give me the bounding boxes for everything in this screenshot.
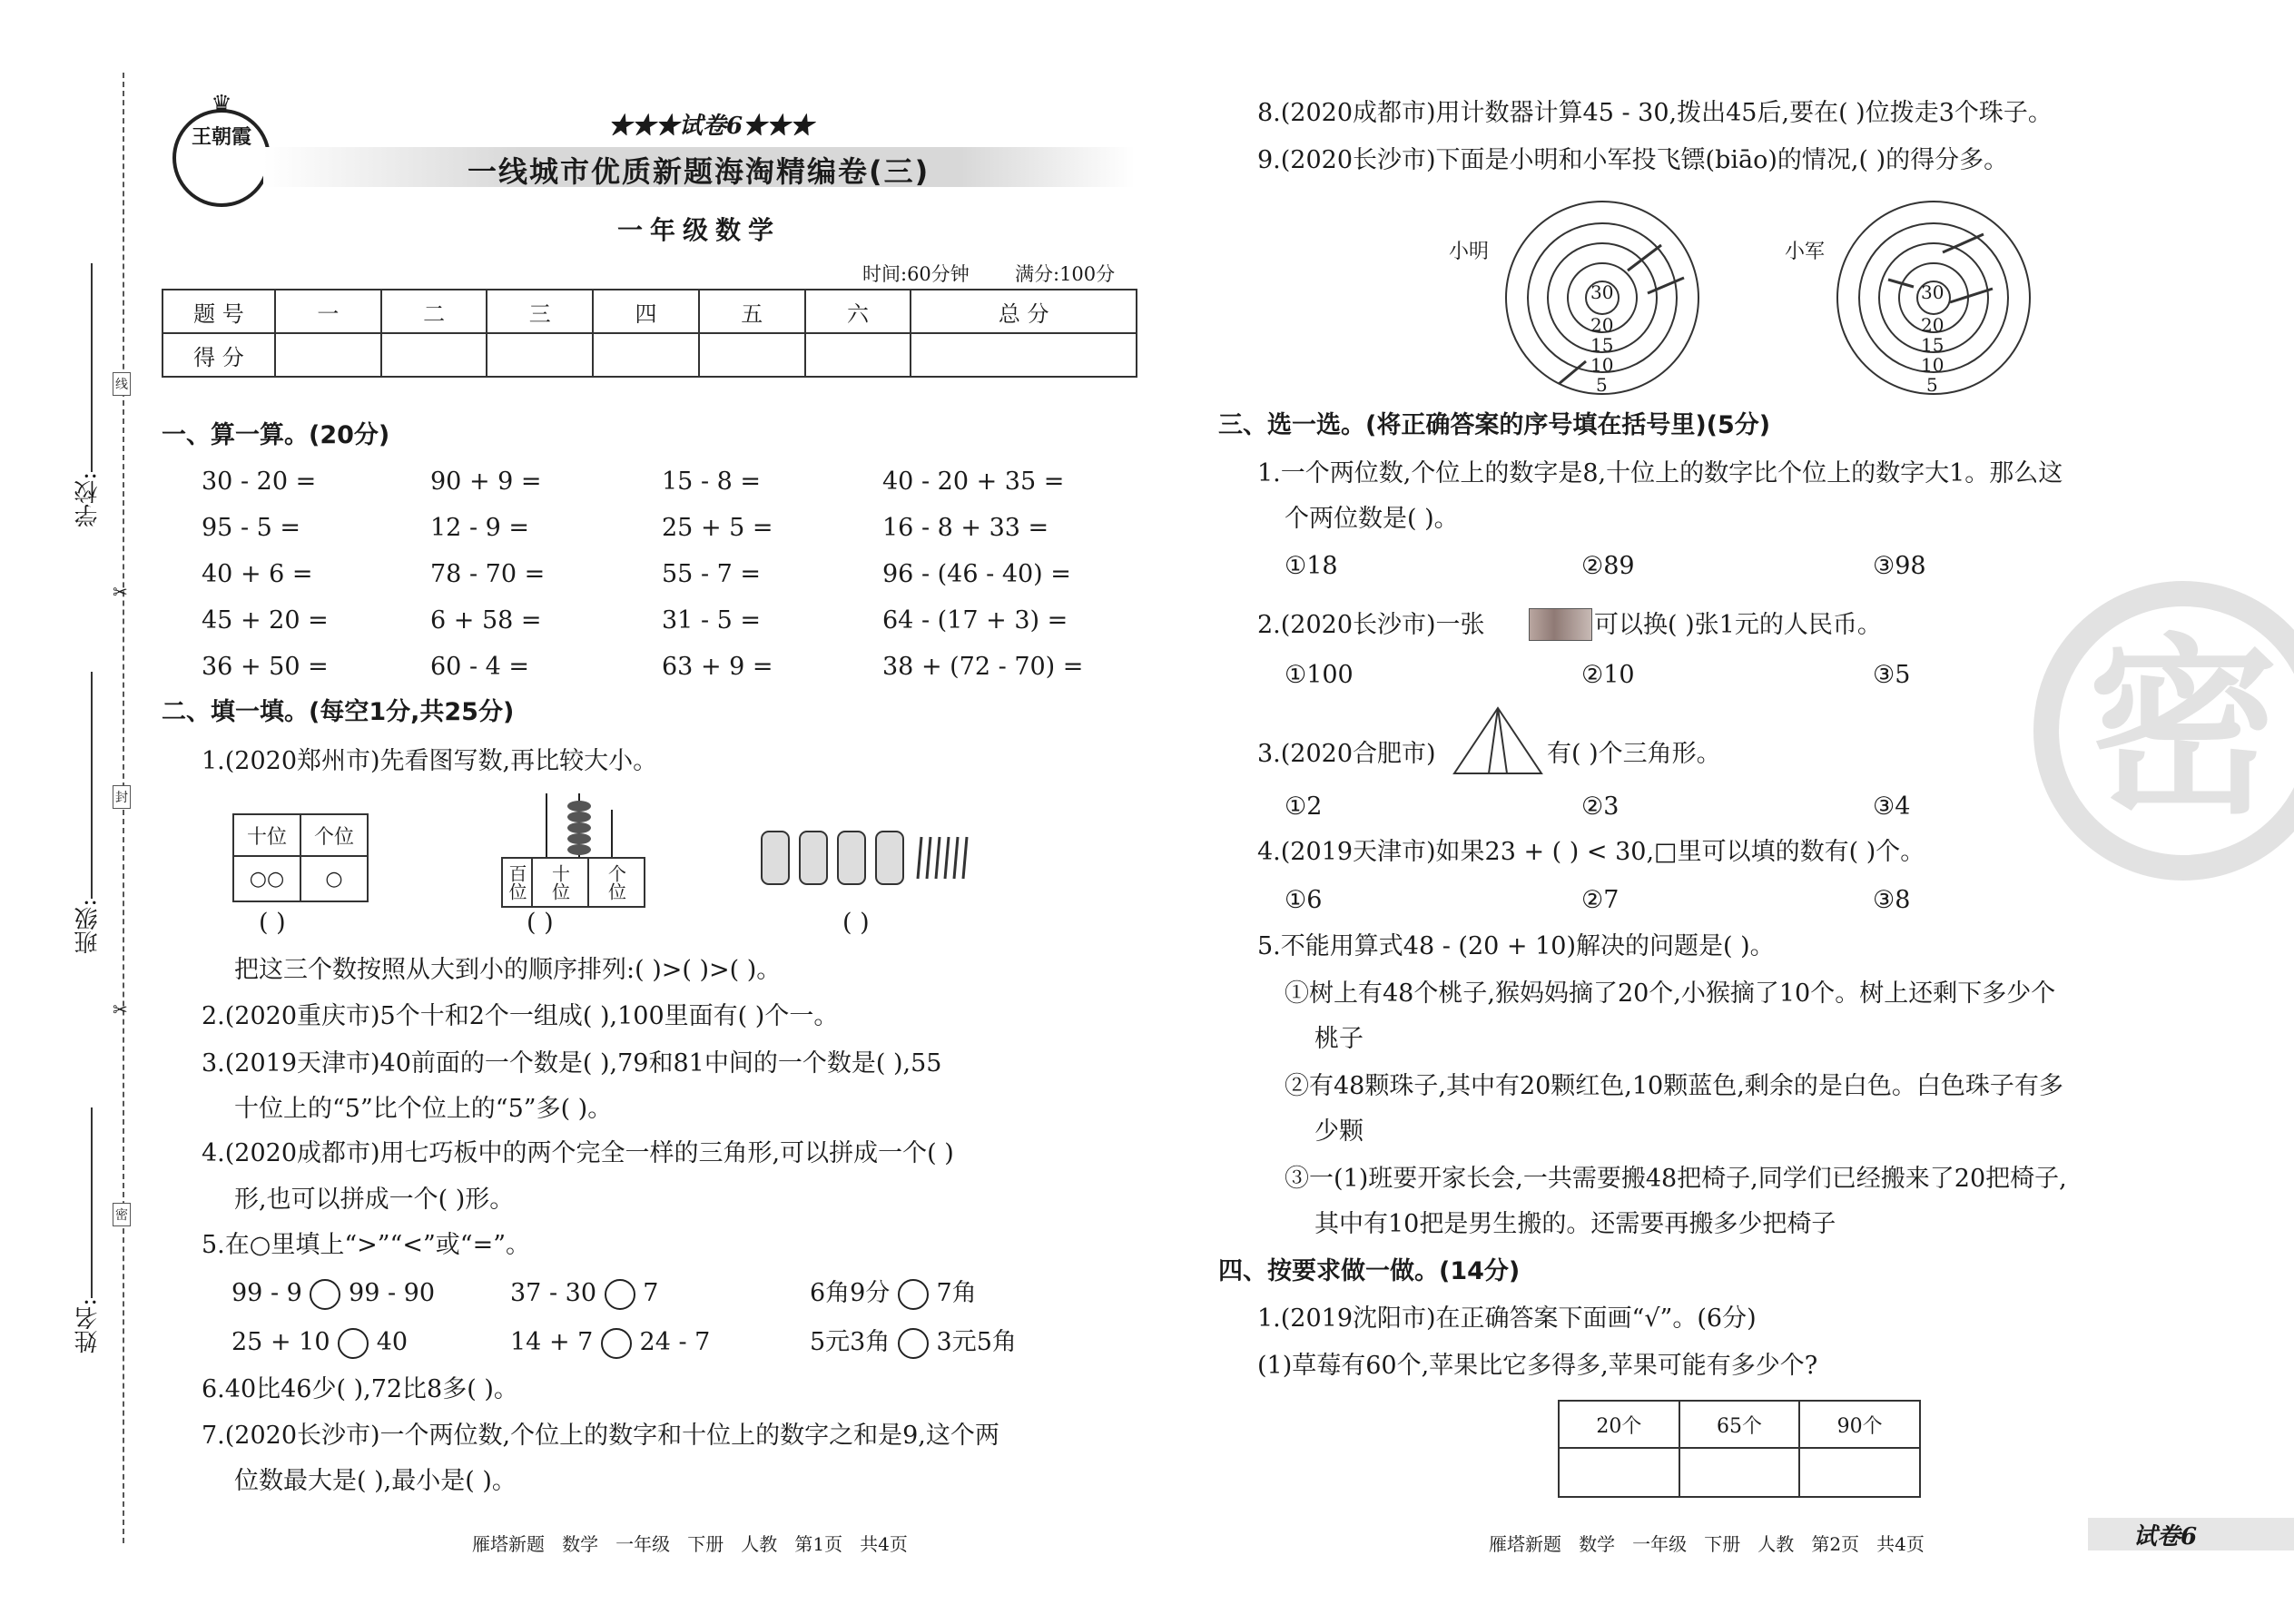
- school-underline: [91, 263, 93, 472]
- option[interactable]: ②3: [1581, 792, 1620, 821]
- ring-label: 5: [1596, 374, 1608, 396]
- ring-label: 5: [1926, 374, 1938, 396]
- compare-circle[interactable]: [898, 1279, 929, 1310]
- calc-item: 60 - 4 =: [430, 653, 530, 681]
- q2-7-text-a: 7.(2020长沙市)一个两位数,个位上的数字和十位上的数字之和是9,这个两: [202, 1422, 999, 1450]
- score-cell[interactable]: [487, 333, 593, 377]
- q2-6-text: 6.40比46少( ),72比8多( )。: [202, 1375, 518, 1403]
- q3-5-option3-b: 其中有10把是男生搬的。还需要再搬多少把椅子: [1314, 1210, 1836, 1238]
- score-col-1: 一: [275, 290, 381, 333]
- exam-label-text: 试卷6: [679, 113, 743, 140]
- score-col-4: 四: [593, 290, 699, 333]
- q2-1-text: 1.(2020郑州市)先看图写数,再比较大小。: [202, 747, 658, 775]
- apple-option-90: 90个: [1799, 1401, 1920, 1448]
- name-underline: [91, 1107, 93, 1298]
- q3-3-text-post: 有( )个三角形。: [1547, 740, 1721, 768]
- page-footer-left: 雁塔新题 数学 一年级 下册 人教 第1页 共4页: [472, 1533, 908, 1555]
- pv-tens-header: 十位: [233, 814, 300, 856]
- compare-right: 24 - 7: [639, 1328, 711, 1356]
- calc-item: 55 - 7 =: [662, 560, 762, 588]
- q3-1-text-b: 个两位数是( )。: [1285, 505, 1459, 533]
- compare-item: [510, 1278, 658, 1310]
- score-row-label: 得 分: [162, 333, 275, 377]
- section1-heading: 一、算一算。(20分): [162, 421, 390, 449]
- q4-1-1-text: (1)草莓有60个,苹果比它多得多,苹果可能有多少个?: [1257, 1352, 1818, 1380]
- school-label: 学校:: [74, 472, 102, 527]
- option[interactable]: ②89: [1581, 552, 1635, 580]
- pv-tens-beads: ○○: [233, 856, 300, 901]
- place-value-table: [232, 813, 369, 902]
- option[interactable]: ②7: [1581, 886, 1620, 914]
- ring-label: 10: [1921, 354, 1944, 376]
- compare-left: 6角9分: [810, 1279, 891, 1307]
- calc-item: 40 - 20 + 35 =: [882, 468, 1065, 496]
- section4-heading: 四、按要求做一做。(14分): [1218, 1257, 1521, 1285]
- answer-blank[interactable]: ( ): [259, 909, 286, 937]
- abacus-ones: 个位: [588, 858, 645, 907]
- triangle-figure: [1451, 704, 1546, 777]
- calc-row: [202, 652, 1083, 698]
- score-col-total: 总 分: [911, 290, 1137, 333]
- check-cell[interactable]: [1559, 1448, 1679, 1497]
- calc-item: 15 - 8 =: [662, 468, 762, 496]
- option[interactable]: ①18: [1285, 552, 1338, 580]
- score-cell[interactable]: [911, 333, 1137, 377]
- subject-title: 一年级数学: [617, 215, 782, 245]
- option[interactable]: ③8: [1873, 886, 1911, 914]
- seal-secret-mark: 密: [113, 1203, 131, 1226]
- compare-circle[interactable]: [898, 1328, 929, 1359]
- watermark-seal: 密: [2033, 581, 2294, 881]
- calc-item: 63 + 9 =: [662, 653, 773, 681]
- score-col-5: 五: [699, 290, 805, 333]
- abacus-hundreds: 百位: [502, 858, 532, 907]
- calc-grid: [202, 467, 1083, 698]
- seal-line-mark: 线: [113, 372, 131, 396]
- q2-2-text: 2.(2020重庆市)5个十和2个一组成( ),100里面有( )个一。: [202, 1002, 839, 1030]
- q3-3-text-pre: 3.(2020合肥市): [1257, 740, 1436, 768]
- calc-row: [202, 605, 1083, 652]
- q2-5-text: 5.在○里填上“>”“<”或“=”。: [202, 1231, 531, 1259]
- compare-item: [810, 1327, 1017, 1359]
- compare-right: 7角: [936, 1279, 977, 1307]
- q3-4-text: 4.(2019天津市)如果23 + ( ) < 30,□里可以填的数有( )个。: [1257, 838, 1925, 866]
- apple-option-65: 65个: [1679, 1401, 1800, 1448]
- page-footer-right: 雁塔新题 数学 一年级 下册 人教 第2页 共4页: [1489, 1533, 1925, 1555]
- q2-1-order: 把这三个数按照从大到小的顺序排列:( )>( )>( )。: [234, 956, 782, 984]
- exam-title: 一线城市优质新题海淘精编卷(三): [468, 154, 930, 189]
- footer-tag: 试卷6: [2133, 1523, 2198, 1550]
- option[interactable]: ②10: [1581, 661, 1635, 689]
- q3-2-text-post: 可以换( )张1元的人民币。: [1594, 611, 1882, 639]
- score-cell[interactable]: [805, 333, 911, 377]
- compare-right: 40: [376, 1328, 409, 1356]
- compare-right: 99 - 90: [349, 1279, 436, 1307]
- q3-5-option2-b: 少颗: [1314, 1117, 1364, 1146]
- q2-8-text: 8.(2020成都市)用计数器计算45 - 30,拨出45后,要在( )位拨走3个珠子。: [1257, 99, 2053, 127]
- option[interactable]: ①2: [1285, 792, 1323, 821]
- q3-5-option3-a[interactable]: ③一(1)班要开家长会,一共需要搬48把椅子,同学们已经搬来了20把椅子,: [1285, 1165, 2067, 1193]
- check-cell[interactable]: [1679, 1448, 1800, 1497]
- score-cell[interactable]: [275, 333, 381, 377]
- compare-left: 37 - 30: [510, 1279, 597, 1307]
- stick-bundles-figure: [758, 826, 1003, 890]
- name-label: 姓名:: [74, 1298, 102, 1353]
- seal-seal-mark: 封: [113, 785, 131, 809]
- ring-label: 30: [1590, 281, 1614, 303]
- calc-item: 31 - 5 =: [662, 606, 762, 635]
- calc-item: 6 + 58 =: [430, 606, 542, 635]
- compare-left: 25 + 10: [231, 1328, 330, 1356]
- calc-item: 38 + (72 - 70) =: [882, 653, 1084, 681]
- option[interactable]: ③5: [1873, 661, 1911, 689]
- ring-label: 15: [1590, 334, 1614, 356]
- calc-row: [202, 559, 1083, 605]
- q3-5-option1-a[interactable]: ①树上有48个桃子,猴妈妈摘了20个,小猴摘了10个。树上还剩下多少个: [1285, 979, 2056, 1008]
- score-cell[interactable]: [699, 333, 805, 377]
- score-col-6: 六: [805, 290, 911, 333]
- q3-5-option2-a[interactable]: ②有48颗珠子,其中有20颗红色,10颗蓝色,剩余的是白色。白色珠子有多: [1285, 1072, 2063, 1100]
- ring-label: 20: [1921, 314, 1944, 336]
- compare-right: 7: [643, 1279, 659, 1307]
- calc-item: 36 + 50 =: [202, 653, 329, 681]
- check-cell[interactable]: [1799, 1448, 1920, 1497]
- score-col-label: 题 号: [162, 290, 275, 333]
- calc-item: 25 + 5 =: [662, 514, 773, 542]
- banknote-image: [1529, 608, 1592, 641]
- exam-label: ★★★试卷6★★★: [608, 113, 814, 140]
- calc-item: 12 - 9 =: [430, 514, 530, 542]
- calc-row: [202, 513, 1083, 559]
- dart-target-name: 小军: [1785, 241, 1826, 263]
- section2-heading: 二、填一填。(每空1分,共25分): [162, 698, 515, 726]
- compare-left: 14 + 7: [510, 1328, 594, 1356]
- calc-item: 45 + 20 =: [202, 606, 329, 635]
- apple-options-table: [1558, 1400, 1921, 1498]
- q2-3-text-b: 十位上的“5”比个位上的“5”多( )。: [234, 1095, 613, 1123]
- abacus-place-table: [501, 857, 645, 908]
- class-underline: [91, 672, 93, 899]
- q2-9-text: 9.(2020长沙市)下面是小明和小军投飞镖(biāo)的情况,( )的得分多。: [1257, 146, 2009, 174]
- calc-item: 40 + 6 =: [202, 560, 313, 588]
- compare-circle[interactable]: [338, 1328, 369, 1359]
- q4-1-text: 1.(2019沈阳市)在正确答案下面画“√”。(6分): [1257, 1304, 1757, 1333]
- compare-item: [231, 1278, 435, 1310]
- calc-item: 78 - 70 =: [430, 560, 546, 588]
- ring-label: 20: [1590, 314, 1614, 336]
- calc-item: 30 - 20 =: [202, 468, 317, 496]
- pv-ones-beads: ○: [300, 856, 368, 901]
- score-cell[interactable]: [381, 333, 487, 377]
- logo-text: 王朝霞: [191, 125, 251, 149]
- ring-label: 15: [1921, 334, 1944, 356]
- apple-option-20: 20个: [1559, 1401, 1679, 1448]
- ring-label: 10: [1590, 354, 1614, 376]
- time-info: 时间:60分钟: [862, 263, 970, 285]
- compare-item: [510, 1327, 710, 1359]
- q3-1-text-a: 1.一个两位数,个位上的数字是8,十位上的数字比个位上的数字大1。那么这: [1257, 459, 2063, 487]
- full-score-info: 满分:100分: [1015, 263, 1116, 285]
- compare-item: [810, 1278, 977, 1310]
- pv-ones-header: 个位: [300, 814, 368, 856]
- q2-7-text-b: 位数最大是( ),最小是( )。: [234, 1467, 517, 1495]
- q3-5-option1-b: 桃子: [1314, 1025, 1364, 1053]
- compare-circle[interactable]: [310, 1279, 340, 1310]
- compare-left: 5元3角: [810, 1328, 891, 1356]
- compare-left: 99 - 9: [231, 1279, 302, 1307]
- calc-row: [202, 467, 1083, 513]
- ring-label: 30: [1921, 281, 1944, 303]
- q3-5-text: 5.不能用算式48 - (20 + 10)解决的问题是( )。: [1257, 932, 1775, 960]
- option[interactable]: ③4: [1873, 792, 1911, 821]
- score-col-3: 三: [487, 290, 593, 333]
- logo: [172, 91, 271, 207]
- calc-item: 16 - 8 + 33 =: [882, 514, 1049, 542]
- calc-item: 90 + 9 =: [430, 468, 542, 496]
- scissors-icon: ✂: [113, 999, 128, 1020]
- q2-4-text-b: 形,也可以拼成一个( )形。: [234, 1186, 515, 1214]
- option[interactable]: ①100: [1285, 661, 1354, 689]
- abacus-tens: 十位: [532, 858, 588, 907]
- compare-item: [231, 1327, 408, 1359]
- compare-circle[interactable]: [601, 1328, 632, 1359]
- answer-blank[interactable]: ( ): [842, 909, 870, 937]
- compare-circle[interactable]: [605, 1279, 635, 1310]
- calc-item: 95 - 5 =: [202, 514, 301, 542]
- score-cell[interactable]: [593, 333, 699, 377]
- score-col-2: 二: [381, 290, 487, 333]
- score-table-score-row: [162, 333, 1137, 377]
- class-label: 班级:: [74, 899, 102, 954]
- calc-item: 96 - (46 - 40) =: [882, 560, 1071, 588]
- q2-4-text-a: 4.(2020成都市)用七巧板中的两个完全一样的三角形,可以拼成一个( ): [202, 1139, 954, 1167]
- option[interactable]: ③98: [1873, 552, 1926, 580]
- scissors-icon: ✂: [113, 581, 128, 603]
- answer-blank[interactable]: ( ): [527, 909, 554, 937]
- q2-3-text-a: 3.(2019天津市)40前面的一个数是( ),79和81中间的一个数是( ),55: [202, 1049, 942, 1078]
- crown-icon: ♛: [211, 91, 232, 118]
- dart-target-name: 小明: [1449, 241, 1490, 263]
- compare-right: 3元5角: [936, 1328, 1017, 1356]
- calc-item: 64 - (17 + 3) =: [882, 606, 1068, 635]
- q3-2-text-pre: 2.(2020长沙市)一张: [1257, 611, 1485, 639]
- score-table-header-row: [162, 290, 1137, 333]
- score-table: [162, 289, 1137, 378]
- section3-heading: 三、选一选。(将正确答案的序号填在括号里)(5分): [1218, 411, 1771, 439]
- option[interactable]: ①6: [1285, 886, 1323, 914]
